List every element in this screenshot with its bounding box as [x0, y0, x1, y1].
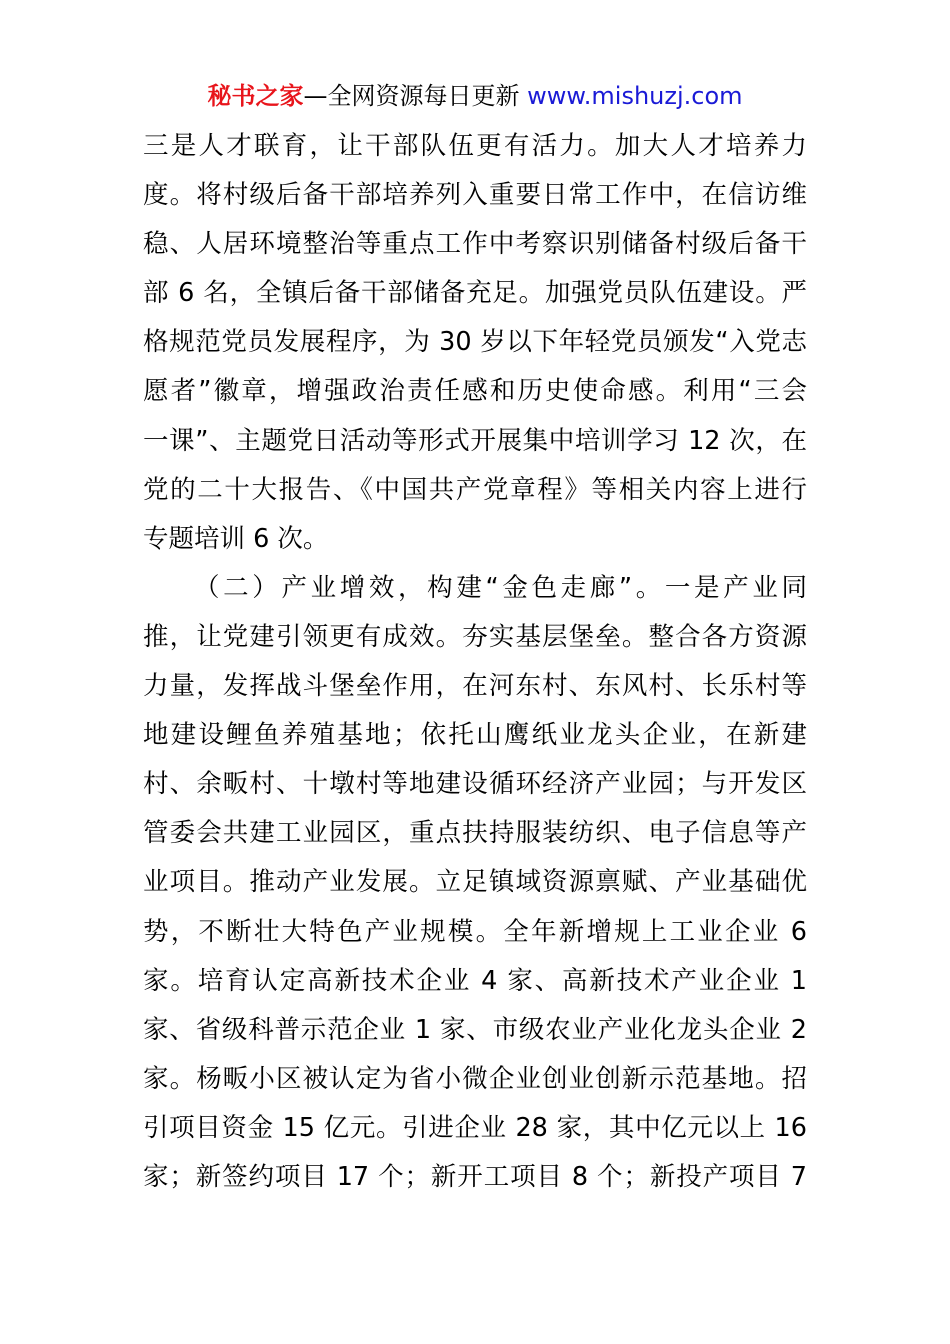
text-line: 村、余畈村、十墩村等地建设循环经济产业园；与开发区 — [143, 769, 807, 800]
document-body — [143, 122, 807, 1202]
text-line: 业项目。推动产业发展。立足镇域资源禀赋、产业基础优 — [143, 867, 807, 898]
text-line: 推，让党建引领更有成效。夯实基层堡垒。整合各方资源 — [143, 621, 807, 652]
text-line: 部 6 名，全镇后备干部储备充足。加强党员队伍建设。严 — [143, 278, 807, 309]
text-line: 家、省级科普示范企业 1 家、市级农业产业化龙头企业 2 — [143, 1014, 807, 1045]
site-brand: 秘书之家 — [207, 82, 304, 110]
text-line: 管委会共建工业园区，重点扶持服装纺织、电子信息等产 — [143, 818, 807, 849]
text-line: 稳、人居环境整治等重点工作中考察识别储备村级后备干 — [143, 229, 807, 260]
text-line: 家；新签约项目 17 个；新开工项目 8 个；新投产项目 7 — [143, 1161, 807, 1192]
site-url-link[interactable]: www.mishuzj.com — [527, 82, 743, 110]
page-header — [0, 80, 950, 112]
text-line: 势，不断壮大特色产业规模。全年新增规上工业企业 6 — [143, 916, 807, 947]
text-line: 度。将村级后备干部培养列入重要日常工作中，在信访维 — [143, 180, 807, 211]
text-line: 专题培训 6 次。 — [143, 523, 329, 554]
site-tagline: —全网资源每日更新 — [303, 82, 520, 110]
text-line: 家。培育认定高新技术企业 4 家、高新技术产业企业 1 — [143, 965, 807, 996]
text-line: 力量，发挥战斗堡垒作用，在河东村、东风村、长乐村等 — [143, 671, 807, 702]
text-line: （二）产业增效，构建“金色走廊”。一是产业同 — [194, 572, 807, 603]
text-line: 家。杨畈小区被认定为省小微企业创业创新示范基地。招 — [143, 1063, 807, 1094]
text-line: 地建设鲤鱼养殖基地；依托山鹰纸业龙头企业，在新建 — [143, 720, 807, 751]
text-line: 党的二十大报告、《中国共产党章程》等相关内容上进行 — [143, 474, 807, 505]
text-line: 愿者”徽章，增强政治责任感和历史使命感。利用“三会 — [143, 376, 807, 407]
text-line: 格规范党员发展程序，为 30 岁以下年轻党员颁发“入党志 — [143, 327, 807, 358]
text-line: 引项目资金 15 亿元。引进企业 28 家，其中亿元以上 16 — [143, 1112, 807, 1143]
text-line: 三是人才联育，让干部队伍更有活力。加大人才培养力 — [143, 131, 807, 161]
text-line: 一课”、主题党日活动等形式开展集中培训学习 12 次，在 — [143, 425, 807, 456]
